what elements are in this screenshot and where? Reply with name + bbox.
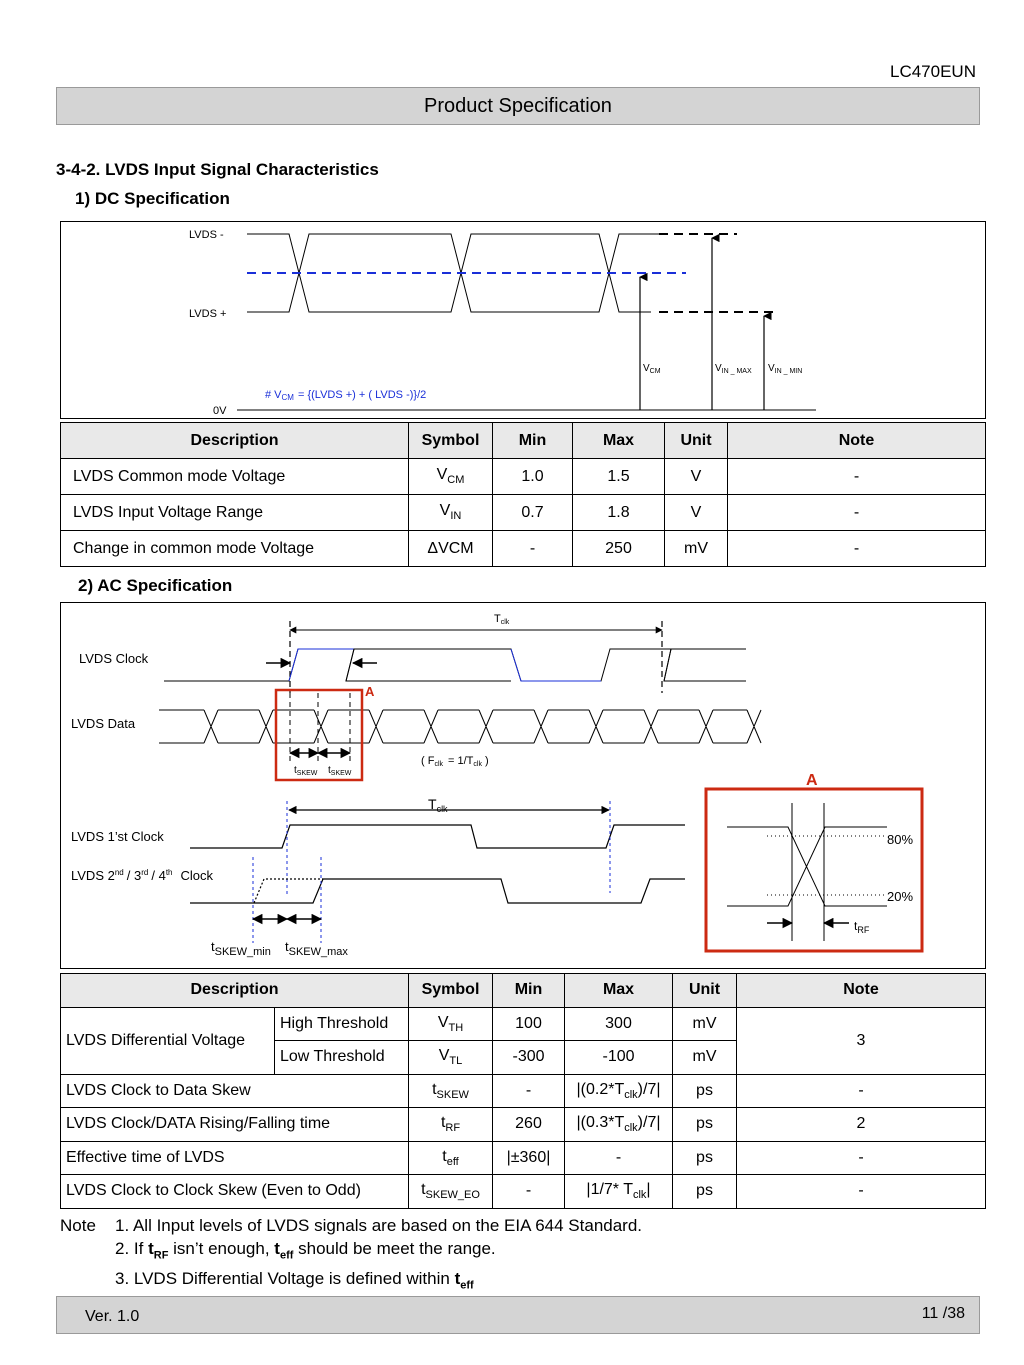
- cell-min: -: [493, 1074, 565, 1108]
- cell-unit: V: [665, 495, 728, 531]
- tskew-min-label: $t_{SKEW\_min}$: [211, 939, 271, 958]
- header-max: Max: [573, 423, 665, 459]
- cell-min: -300: [493, 1041, 565, 1075]
- lvds-plus-label: LVDS +: [189, 308, 227, 320]
- table-row: [61, 1108, 986, 1142]
- cell-symbol: $V_{CM}$: [409, 459, 493, 495]
- table-row: [61, 459, 986, 495]
- cell-note: -: [728, 495, 986, 531]
- header-banner-title: Product Specification: [424, 94, 612, 117]
- header-description: Description: [61, 423, 409, 459]
- cell-symbol: $V_{TH}$: [409, 1007, 493, 1041]
- ac-diagram-svg: [61, 603, 987, 970]
- dc-spec-table: [60, 422, 986, 567]
- cell-max: 250: [573, 531, 665, 567]
- lvds-minus-label: LVDS -: [189, 229, 224, 241]
- cell-unit: mV: [665, 531, 728, 567]
- cell-max: 1.8: [573, 495, 665, 531]
- cell-symbol: $V_{TL}$: [409, 1041, 493, 1075]
- note-3: 3. LVDS Differential Voltage is defined within $t_{eff}$: [115, 1269, 474, 1292]
- cell-max: $|(0.3*T_{clk})/7|$: [565, 1108, 673, 1142]
- lvds-data-waveform: [159, 710, 761, 743]
- dc-signal-diagram: [60, 221, 986, 419]
- cell-description: LVDS Input Voltage Range: [61, 495, 409, 531]
- cell-max: 1.5: [573, 459, 665, 495]
- cell-note: -: [728, 531, 986, 567]
- cell-note: 2: [737, 1108, 986, 1142]
- detail-a-marker-box: [276, 690, 362, 780]
- dc-diagram-svg: [61, 222, 987, 420]
- cell-min: |±360|: [493, 1141, 565, 1175]
- cell-note: 3: [737, 1007, 986, 1074]
- tclk-top-label: Tclk: [494, 613, 510, 626]
- cell-symbol: $t_{SKEW}$: [409, 1074, 493, 1108]
- header-note: Note: [728, 423, 986, 459]
- ac-spec-table: [60, 973, 986, 1209]
- cell-unit: mV: [673, 1007, 737, 1041]
- table-row: [61, 495, 986, 531]
- table-row: [61, 531, 986, 567]
- tskew-label-1: $t_{SKEW}$: [294, 765, 318, 777]
- cell-description: LVDS Differential Voltage: [61, 1007, 275, 1074]
- cell-symbol: $t_{eff}$: [409, 1141, 493, 1175]
- footer-bar: [56, 1296, 980, 1334]
- version-label: Ver. 1.0: [85, 1308, 140, 1325]
- header-symbol: Symbol: [409, 974, 493, 1008]
- header-banner: [56, 87, 980, 125]
- page-number: 11 /38: [921, 1305, 965, 1322]
- vcm-formula: # VCM = {(LVDS +) + ( LVDS -)}/2: [265, 389, 427, 402]
- vin-max-label: $V_{IN \_ MAX}$: [715, 363, 752, 375]
- header-unit: Unit: [673, 974, 737, 1008]
- cell-unit: ps: [673, 1074, 737, 1108]
- cell-unit: ps: [673, 1108, 737, 1142]
- cell-max: |1/7* $T_{clk}|$: [565, 1175, 673, 1209]
- cell-max: -: [565, 1141, 673, 1175]
- cell-min: 1.0: [493, 459, 573, 495]
- cell-note: -: [737, 1141, 986, 1175]
- header-symbol: Symbol: [409, 423, 493, 459]
- clock-nth-waveform: [190, 879, 685, 903]
- lvds-clock-waveform: [164, 649, 746, 681]
- trf-label: $t_{RF}$: [854, 919, 870, 935]
- table-row: [61, 1141, 986, 1175]
- header-min: Min: [493, 974, 565, 1008]
- header-max: Max: [565, 974, 673, 1008]
- zero-volt-label: 0V: [213, 405, 227, 417]
- cell-note: -: [728, 459, 986, 495]
- cell-min: -: [493, 1175, 565, 1209]
- cell-sub-description: Low Threshold: [275, 1041, 409, 1075]
- cell-description: LVDS Clock to Data Skew: [61, 1074, 409, 1108]
- cell-unit: ps: [673, 1175, 737, 1209]
- cell-description: LVDS Common mode Voltage: [61, 459, 409, 495]
- cell-min: -: [493, 531, 573, 567]
- header-description: Description: [61, 974, 409, 1008]
- cell-description: LVDS Clock/DATA Rising/Falling time: [61, 1108, 409, 1142]
- cell-max: 300: [565, 1007, 673, 1041]
- header-unit: Unit: [665, 423, 728, 459]
- note-1: 1. All Input levels of LVDS signals are based on the EIA 644 Standard.: [115, 1216, 643, 1235]
- detail-a-box: [706, 789, 922, 951]
- table-header-row: [61, 974, 986, 1008]
- cell-sub-description: High Threshold: [275, 1007, 409, 1041]
- pct-80-label: 80%: [887, 832, 914, 847]
- table-row: [61, 1007, 986, 1041]
- cell-note: -: [737, 1175, 986, 1209]
- header-note: Note: [737, 974, 986, 1008]
- cell-max: -100: [565, 1041, 673, 1075]
- header-min: Min: [493, 423, 573, 459]
- cell-symbol: $t_{SKEW\_EO}$: [409, 1175, 493, 1209]
- tclk-mid-label: $T_{clk}$: [428, 796, 448, 814]
- tskew-max-label: $t_{SKEW\_max}$: [285, 939, 348, 958]
- table-row: [61, 1175, 986, 1209]
- cell-unit: mV: [673, 1041, 737, 1075]
- vcm-label: $V_{CM}$: [643, 363, 661, 375]
- cell-min: 260: [493, 1108, 565, 1142]
- ac-timing-diagram: [60, 602, 986, 969]
- marker-a-label: A: [365, 684, 375, 699]
- cell-symbol: $t_{RF}$: [409, 1108, 493, 1142]
- tskew-label-2: $t_{SKEW}$: [328, 765, 352, 777]
- cell-min: 100: [493, 1007, 565, 1041]
- cell-symbol: $V_{IN}$: [409, 495, 493, 531]
- detail-a-waveform: [727, 803, 887, 941]
- fclk-formula: ( Fclk = 1/Tclk ): [421, 755, 489, 768]
- lvds-data-label: LVDS Data: [71, 716, 136, 731]
- clock-nth-label: LVDS 2nd / 3rd / 4th Clock: [71, 868, 213, 883]
- data-eye-path: [159, 710, 761, 743]
- table-row: [61, 1074, 986, 1108]
- cell-max: $|(0.2*T_{clk})/7|$: [565, 1074, 673, 1108]
- cell-unit: V: [665, 459, 728, 495]
- cell-unit: ps: [673, 1141, 737, 1175]
- detail-a-title: A: [806, 772, 818, 789]
- cell-min: 0.7: [493, 495, 573, 531]
- note-2: 2. If $t_{RF}$ isn’t enough, $t_{eff}$ should be meet the range.: [115, 1239, 496, 1262]
- table-header-row: [61, 423, 986, 459]
- cell-description: LVDS Clock to Clock Skew (Even to Odd): [61, 1175, 409, 1209]
- pct-20-label: 20%: [887, 889, 914, 904]
- clock-1st-waveform: [190, 825, 685, 848]
- cell-symbol: ΔVCM: [409, 531, 493, 567]
- dc-spec-title: 1) DC Specification: [75, 189, 230, 208]
- lvds-clock-label: LVDS Clock: [79, 651, 149, 666]
- ac-spec-title: 2) AC Specification: [78, 576, 233, 595]
- cell-description: Effective time of LVDS: [61, 1141, 409, 1175]
- clock-1st-label: LVDS 1’st Clock: [71, 829, 164, 844]
- notes-label: Note: [60, 1216, 96, 1235]
- cell-note: -: [737, 1074, 986, 1108]
- document-model-number: LC470EUN: [890, 62, 976, 81]
- vin-min-label: $V_{IN \_ MIN}$: [768, 363, 803, 375]
- cell-description: Change in common mode Voltage: [61, 531, 409, 567]
- section-title: 3-4-2. LVDS Input Signal Characteristics: [56, 160, 379, 179]
